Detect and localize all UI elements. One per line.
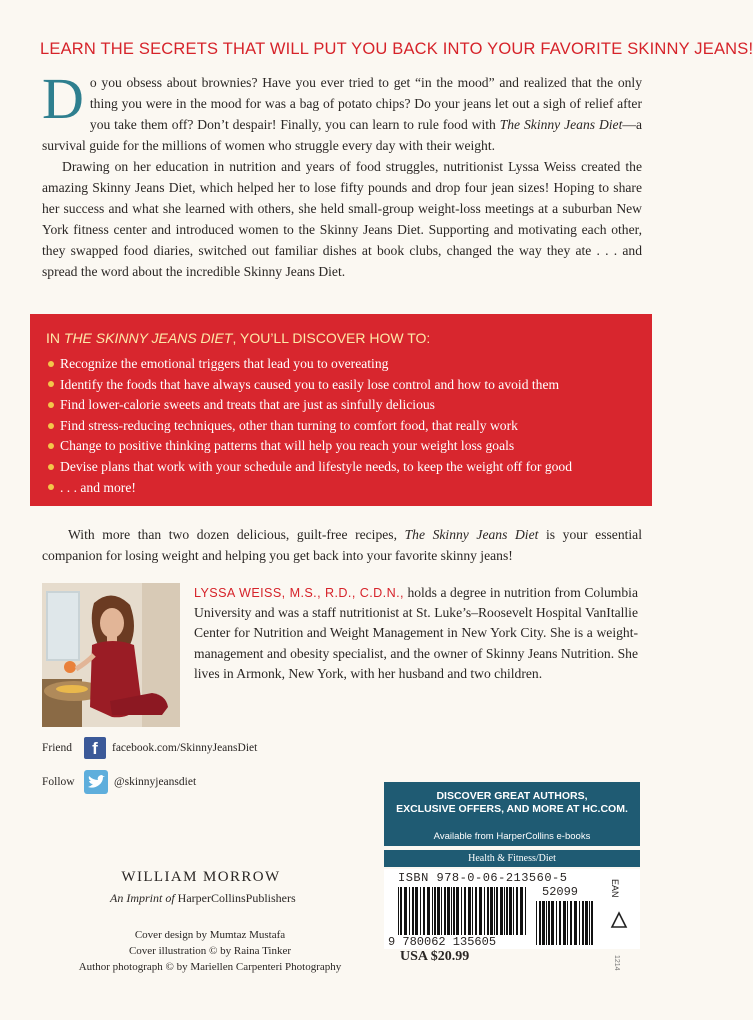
twitter-icon bbox=[84, 770, 108, 794]
facebook-link[interactable]: facebook.com/SkinnyJeansDiet bbox=[112, 742, 258, 754]
author-bio: LYSSA WEISS, M.S., R.D., C.D.N., holds a degree in nutrition from Columbia University and was a staff nutritionist at St. Luke’s–Roosevelt Hospital VanItallie Center for Nutrition and Weight Management in New York City. She is a weight-management and obesity specialist, and the owner of Skinny Jeans Nutrition. She lives in Armonk, New York, with her husband and two children. bbox=[194, 585, 638, 681]
list-item: Recognize the emotional triggers that lead you to overeating bbox=[48, 354, 648, 375]
bullet-icon bbox=[48, 464, 54, 470]
bullet-icon bbox=[48, 381, 54, 387]
publisher-name: WILLIAM MORROW bbox=[121, 869, 281, 885]
twitter-row bbox=[42, 770, 196, 794]
ean-label: EAN bbox=[610, 879, 620, 898]
price: USA $20.99 bbox=[400, 949, 470, 964]
print-code: 1214 bbox=[613, 955, 620, 971]
follow-label: Follow bbox=[42, 776, 75, 788]
discover-box-title: IN THE SKINNY JEANS DIET, YOU’LL DISCOVER HOW TO: bbox=[46, 330, 431, 346]
cover-headline: LEARN THE SECRETS THAT WILL PUT YOU BACK INTO YOUR FAVORITE SKINNY JEANS! bbox=[40, 40, 753, 58]
barcode-digits: 9 780062 135605 bbox=[388, 935, 497, 949]
barcode-area bbox=[384, 869, 640, 949]
ebooks-band: Available from HarperCollins e-books bbox=[384, 828, 640, 846]
credits bbox=[50, 927, 370, 975]
twitter-handle[interactable]: @skinnyjeansdiet bbox=[114, 776, 197, 788]
bullet-icon bbox=[48, 361, 54, 367]
friend-label: Friend bbox=[42, 742, 73, 754]
publisher-imprint: An Imprint of HarperCollinsPublishers bbox=[110, 891, 296, 905]
list-item: . . . and more! bbox=[48, 478, 648, 499]
category-band: Health & Fitness/Diet bbox=[384, 850, 640, 867]
isbn-text: ISBN 978-0-06-213560-5 bbox=[398, 871, 568, 885]
list-item: Find lower-calorie sweets and treats that are just as sinfully delicious bbox=[48, 395, 648, 416]
barcode-main bbox=[398, 887, 528, 935]
bullet-icon bbox=[48, 402, 54, 408]
list-item: Find stress-reducing techniques, other than turning to comfort food, that really work bbox=[48, 416, 648, 437]
bullet-icon bbox=[48, 423, 54, 429]
addon-digits: 52099 bbox=[542, 885, 579, 899]
triangle-icon bbox=[610, 911, 628, 929]
barcode-addon bbox=[536, 901, 596, 945]
publisher-block bbox=[110, 869, 296, 906]
author-photo bbox=[42, 583, 180, 727]
hc-promo-box: DISCOVER GREAT AUTHORS, EXCLUSIVE OFFERS, AND MORE AT HC.COM. bbox=[384, 782, 640, 830]
list-item: Devise plans that work with your schedule and lifestyle needs, to keep the weight off for good bbox=[48, 457, 648, 478]
author-name: LYSSA WEISS, M.S., R.D., C.D.N., bbox=[194, 586, 404, 600]
intro-paragraph-2: Drawing on her education in nutrition and years of food struggles, nutritionist Lyssa Weiss created the amazing Skinny Jeans Diet, which helped her to lose fifty pounds and drop four jean sizes! Hoping to share her success and what she learned with others, she held small-group weight-loss meetings at a suburban New York fitness center and introduced women to the Skinny Jeans Diet. Supporting and motivating each other, they swapped food diaries, switched out familiar dishes at book clubs, changed the way they ate . . . and spread the word about the incredible Skinny Jeans Diet. bbox=[42, 159, 642, 279]
intro-text bbox=[42, 66, 642, 282]
drop-cap: D bbox=[42, 66, 84, 131]
facebook-row bbox=[42, 737, 257, 759]
discover-box bbox=[30, 314, 652, 506]
credit-author-photo: Author photograph © by Mariellen Carpenteri Photography bbox=[78, 961, 342, 973]
facebook-icon: f bbox=[84, 737, 106, 759]
book-title-inline: The Skinny Jeans Diet bbox=[499, 117, 623, 132]
intro-paragraph-1: Do you obsess about brownies? Have you ever tried to get “in the mood” and realized that the only thing you were in the mood for was a bag of potato chips? Do your jeans let out a sigh of relief after you take them off? Don’t despair! Finally, you can learn to rule food with The Skinny Jeans Diet—a survival guide for the millions of women who struggle every day with their weight. bbox=[42, 66, 642, 153]
credit-cover-design: Cover design by Mumtaz Mustafa bbox=[134, 929, 286, 941]
bullet-icon bbox=[48, 443, 54, 449]
bullet-icon bbox=[48, 484, 54, 490]
list-item: Change to positive thinking patterns that will help you reach your weight loss goals bbox=[48, 436, 648, 457]
list-item: Identify the foods that have always caused you to easily lose control and how to avoid them bbox=[48, 375, 648, 396]
closing-paragraph: With more than two dozen delicious, guilt-free recipes, The Skinny Jeans Diet is your essential companion for losing weight and helping you get back into your favorite skinny jeans! bbox=[42, 527, 642, 563]
discover-list bbox=[48, 354, 648, 498]
credit-cover-illustration: Cover illustration © by Raina Tinker bbox=[128, 945, 292, 957]
